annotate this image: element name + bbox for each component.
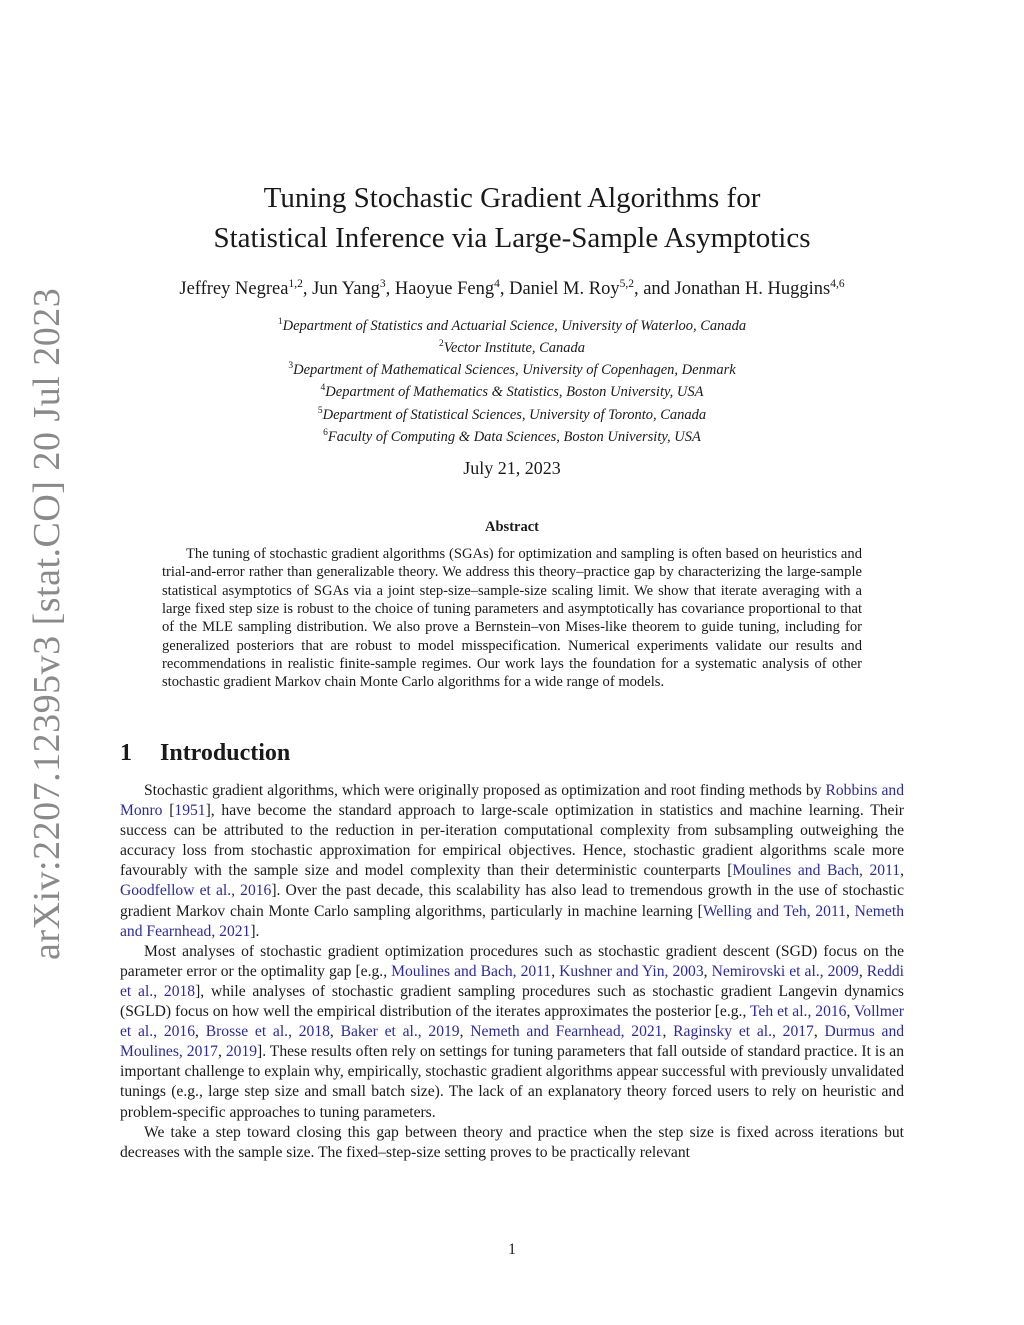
section-title: Introduction [160, 740, 291, 766]
body-paragraph [120, 781, 904, 942]
affiliation-number: 6 [323, 427, 328, 438]
citation-link[interactable]: Raginsky et al., 2017 [673, 1023, 814, 1041]
author-affil-sup: 3 [379, 278, 386, 290]
citation-link[interactable]: Teh et al., 2016 [750, 1003, 847, 1021]
affiliation [120, 402, 904, 424]
section-number: 1 [120, 740, 132, 766]
author-separator: , [385, 279, 395, 300]
author [675, 279, 845, 299]
abstract-text: The tuning of stochastic gradient algorithms (SGAs) for optimization and sampling is often based on heuristics and trial-and-error rather than generalizable theory. We address this theory–practice gap by characterizing the large-sample statistical asymptotics of SGAs via a joint step-size–sample-size scaling limit. We show that iterate averaging with a large fixed step size is robust to the choice of tuning parameters and asymptotically has covariance proportional to that of the MLE sampling distribution. We also prove a Bernstein–von Mises-like theorem to guide tuning, including for generalized posteriors that are robust to model misspecification. Numerical experiments validate our results and recommendations in realistic finite-sample regimes. Our work lays the foundation for a systematic analysis of other stochastic gradient Markov chain Monte Carlo algorithms for a wide range of models. [162, 546, 862, 691]
body-text-segment: ]. These results often rely on settings for tuning parameters that fall outside of standard practice. It is an important challenge to explain why, empirically, stochastic gradient algorithms appear successful with previously unvalidated tunings (e.g., large step size and small batch size). The lack of an explanatory theory forced users to rely on heuristic and problem-specific approaches to tuning parameters. [120, 1043, 905, 1121]
affiliation [120, 379, 904, 401]
citation-link[interactable]: Brosse et al., 2018 [205, 1023, 330, 1041]
body-text-segment: , [551, 962, 560, 980]
author-separator: , [302, 279, 313, 300]
citation-link[interactable]: Nemeth and Fearnhead, 2021 [120, 902, 904, 940]
citation-link[interactable]: Kushner and Yin, 2003 [559, 962, 704, 980]
author-name: Jonathan H. Huggins [674, 279, 831, 300]
body-text-segment: ]. [250, 922, 260, 940]
citation-link[interactable]: Reddi et al., 2018 [120, 962, 905, 1000]
affiliation-number: 2 [438, 339, 444, 350]
author-affil-sup: 4 [494, 278, 500, 290]
citation-link[interactable]: Moulines and Bach, 2011 [391, 962, 552, 980]
affiliation [120, 335, 904, 357]
body-text-segment: Stochastic gradient algorithms, which were originally proposed as optimization and root finding methods by [144, 782, 826, 799]
citation-link[interactable]: Vollmer et al., 2016 [120, 1003, 904, 1041]
affiliation-text: Vector Institute, Canada [443, 339, 586, 356]
arxiv-identifier-stamp: arXiv:2207.12395v3 [stat.CO] 20 Jul 2023 [26, 287, 68, 960]
affiliation-text: Faculty of Computing & Data Sciences, Boston University, USA [327, 428, 701, 445]
body-text-segment: Most analyses of stochastic gradient optimization procedures such as stochastic gradient descent (SGD) focus on the parameter error or the optimality gap [e.g., [120, 942, 904, 980]
body-text-segment: , [329, 1023, 341, 1041]
body-paragraph [120, 942, 904, 1123]
body-text-segment: , [662, 1023, 674, 1041]
body-text-segment: We take a step toward closing this gap between theory and practice when the step size is fixed across iterations but decreases with the sample size. The fixed–step-size setting proves to be practically relevant [120, 1123, 904, 1161]
affiliation [120, 357, 904, 379]
citation-link[interactable]: Baker et al., 2019 [340, 1023, 460, 1041]
author-name: Daniel M. Roy [509, 279, 620, 300]
title-line-2: Statistical Inference via Large-Sample Asymptotics [213, 222, 811, 254]
author-name: Jeffrey Negrea [179, 279, 289, 300]
author-list [100, 272, 924, 301]
body-text-segment: , [703, 962, 712, 980]
body-text-segment: , [217, 1043, 226, 1061]
body-text-segment: , [813, 1023, 825, 1041]
author-separator: , [499, 279, 510, 300]
affiliation-number: 3 [288, 361, 294, 372]
citation-link[interactable]: Goodfellow et al., 2016 [120, 882, 272, 900]
body-text-segment: ], have become the standard approach to large-scale optimization in statistics and machine learning. Their success can be attributed to the reduction in per-iteration computational complexity from subsampling outweighing the accuracy loss from stochastic approximation for empirical objectives. Hence, stochastic gradient algorithms scale more favourably with the sample size and model complexity than their deterministic counterparts [ [120, 802, 904, 880]
body-text-segment: , [195, 1023, 206, 1041]
affiliation-text: Department of Mathematical Sciences, University of Copenhagen, Denmark [293, 362, 736, 379]
body-text-segment: , [845, 902, 855, 920]
author [179, 279, 302, 299]
author-affil-sup: 1,2 [288, 278, 303, 290]
citation-link[interactable]: Nemeth and Fearnhead, 2021 [470, 1023, 663, 1041]
affiliation-text: Department of Statistics and Actuarial Science, University of Waterloo, Canada [282, 317, 747, 334]
abstract-heading: Abstract [485, 519, 539, 535]
citation-link[interactable]: Moulines and Bach, 2011 [732, 862, 901, 880]
body-text-segment: , [900, 862, 904, 880]
author [395, 279, 500, 299]
affiliation-number: 5 [317, 405, 323, 416]
affiliation-number: 4 [320, 383, 326, 394]
citation-link[interactable]: Durmus and Moulines, 2017 [120, 1023, 905, 1061]
affiliation [120, 424, 904, 446]
author-name: Jun Yang [312, 279, 380, 300]
citation-link[interactable]: 2019 [225, 1043, 258, 1061]
affiliation-number: 1 [277, 317, 283, 327]
author-affil-sup: 5,2 [619, 278, 634, 290]
citation-link[interactable]: Nemirovski et al., 2009 [711, 962, 859, 980]
introduction-body [120, 781, 904, 1163]
title-line-1: Tuning Stochastic Gradient Algorithms for [263, 182, 761, 214]
affiliation-text: Department of Statistical Sciences, University of Toronto, Canada [322, 406, 707, 423]
citation-link[interactable]: Robbins and Monro [120, 782, 904, 820]
affiliation-text: Department of Mathematics & Statistics, Boston University, USA [325, 384, 704, 401]
author-separator: , and [633, 279, 675, 300]
body-text-segment: , [459, 1023, 471, 1041]
author-affil-sup: 4,6 [830, 278, 845, 290]
citation-link[interactable]: Welling and Teh, 2011 [702, 902, 846, 920]
publication-date: July 21, 2023 [463, 458, 561, 478]
body-text-segment: , [858, 962, 867, 980]
paper-title [120, 178, 904, 258]
section-heading [120, 738, 290, 768]
body-text-segment: ]. Over the past decade, this scalability has also lead to tremendous growth in the use of stochastic gradient Markov chain Monte Carlo sampling algorithms, particularly in machine learning [ [120, 882, 904, 920]
body-text-segment: [ [162, 802, 175, 820]
body-text-segment: , [846, 1003, 855, 1021]
author [509, 279, 634, 299]
citation-link[interactable]: 1951 [174, 802, 206, 820]
affiliation-list [120, 313, 904, 446]
body-paragraph [120, 1123, 904, 1163]
body-text-segment: ], while analyses of stochastic gradient sampling procedures such as stochastic gradient Langevin dynamics (SGLD) focus on how well the empirical distribution of the iterates approximates the posterior [e.g., [120, 982, 904, 1021]
author-name: Haoyue Feng [394, 279, 495, 300]
affiliation [120, 313, 904, 335]
page-number: 1 [508, 1241, 516, 1258]
author [312, 279, 386, 299]
